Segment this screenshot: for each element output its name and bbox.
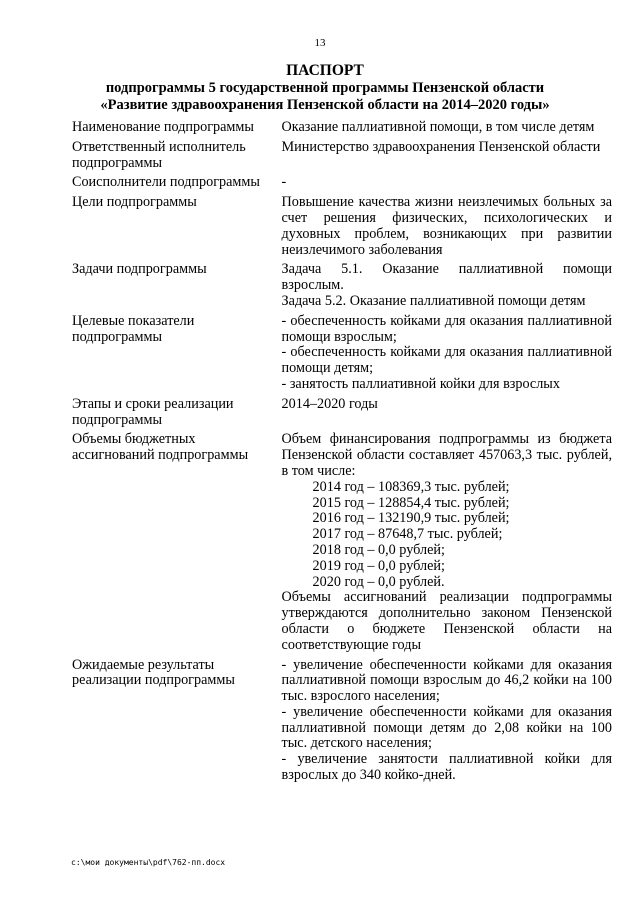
- document-title: ПАСПОРТ: [286, 62, 364, 79]
- document-subtitle-line2: «Развитие здравоохранения Пензенской области на 2014–2020 годы»: [100, 96, 550, 113]
- result-item: - увеличение обеспеченности койками для оказания паллиативной помощи взрослым до 46,2 койки на 100 тыс. взрослого населения;: [281, 656, 612, 705]
- passport-row: [72, 120, 612, 140]
- row-value-line: - занятость паллиативной койки для взрослых: [281, 375, 560, 392]
- row-label: Ответственный исполнитель подпрограммы: [72, 138, 246, 171]
- row-label: Ожидаемые результаты реализации подпрограммы: [72, 656, 235, 689]
- row-label: Целевые показатели подпрограммы: [72, 312, 195, 345]
- passport-table-body: [72, 120, 612, 788]
- passport-table: [72, 120, 612, 788]
- passport-row: [72, 397, 612, 433]
- file-path-footer: c:\мои документы\pdf\762-пп.docx: [71, 858, 226, 867]
- row-value-line: -: [281, 174, 287, 191]
- budget-intro: Объем финансирования подпрограммы из бюджета Пензенской области составляет 457063,3 тыс. рублей, в том числе:: [281, 431, 612, 479]
- row-value: [282, 314, 612, 397]
- budget-year-line: 2019 год – 0,0 рублей;: [312, 557, 445, 574]
- row-value-line: Повышение качества жизни неизлечимых больных за счет решения физических, психологических и духовных проблем, возникающих при развитии неизлечимого заболевания: [281, 194, 612, 258]
- passport-row: [72, 140, 612, 176]
- row-value: [282, 262, 612, 313]
- results-value: [282, 658, 612, 788]
- budget-year-line: 2017 год – 87648,7 тыс. рублей;: [312, 526, 503, 543]
- row-value: [282, 397, 612, 433]
- row-value-line: Задача 5.1. Оказание паллиативной помощи взрослым.: [281, 261, 612, 294]
- row-value-line: 2014–2020 годы: [281, 395, 378, 412]
- row-label: Соисполнители подпрограммы: [72, 174, 260, 191]
- budget-year-line: 2020 год – 0,0 рублей.: [312, 573, 445, 590]
- row-label: Цели подпрограммы: [72, 194, 197, 211]
- passport-row: [72, 175, 612, 195]
- row-value: [282, 120, 612, 140]
- row-value-line: Задача 5.2. Оказание паллиативной помощи детям: [281, 292, 586, 309]
- passport-row-results: [72, 658, 612, 788]
- budget-year-line: 2018 год – 0,0 рублей;: [312, 541, 445, 558]
- page-number: 13: [314, 37, 326, 49]
- document-subtitle-line1: подпрограммы 5 государственной программы Пензенской области: [105, 80, 545, 96]
- row-label: Задачи подпрограммы: [72, 261, 207, 278]
- passport-row-budget: [72, 432, 612, 657]
- budget-years-list: [282, 480, 612, 591]
- row-label: Этапы и сроки реализации подпрограммы: [72, 395, 234, 428]
- budget-year-line: 2016 год – 132190,9 тыс. рублей;: [312, 510, 510, 527]
- result-item: - увеличение занятости паллиативной койки для взрослых до 340 койко-дней.: [281, 751, 612, 784]
- row-label: Объемы бюджетных ассигнований подпрограммы: [72, 431, 249, 464]
- passport-row: [72, 195, 612, 262]
- row-value-line: - обеспеченность койками для оказания паллиативной помощи взрослым;: [281, 312, 612, 345]
- row-value-line: Оказание паллиативной помощи, в том числе детям: [281, 119, 595, 135]
- budget-year-line: 2014 год – 108369,3 тыс. рублей;: [312, 478, 510, 495]
- row-label: Наименование подпрограммы: [72, 119, 254, 135]
- row-value-line: Министерство здравоохранения Пензенской области: [281, 138, 601, 155]
- budget-value: [282, 432, 612, 657]
- row-value: [282, 175, 612, 195]
- result-item: - увеличение обеспеченности койками для оказания паллиативной помощи детям до 2,08 койки на 100 тыс. детского населения;: [281, 703, 612, 752]
- budget-outro: Объемы ассигнований реализации подпрограммы утверждаются дополнительно законом Пензенской области о бюджете Пензенской области на соответствующие годы: [281, 589, 612, 653]
- row-value: [282, 140, 612, 176]
- budget-year-line: 2015 год – 128854,4 тыс. рублей;: [312, 494, 510, 511]
- document-title-block: [60, 62, 590, 113]
- passport-row: [72, 262, 612, 313]
- row-value-line: - обеспеченность койками для оказания паллиативной помощи детям;: [281, 344, 612, 377]
- passport-row: [72, 314, 612, 397]
- row-value: [282, 195, 612, 262]
